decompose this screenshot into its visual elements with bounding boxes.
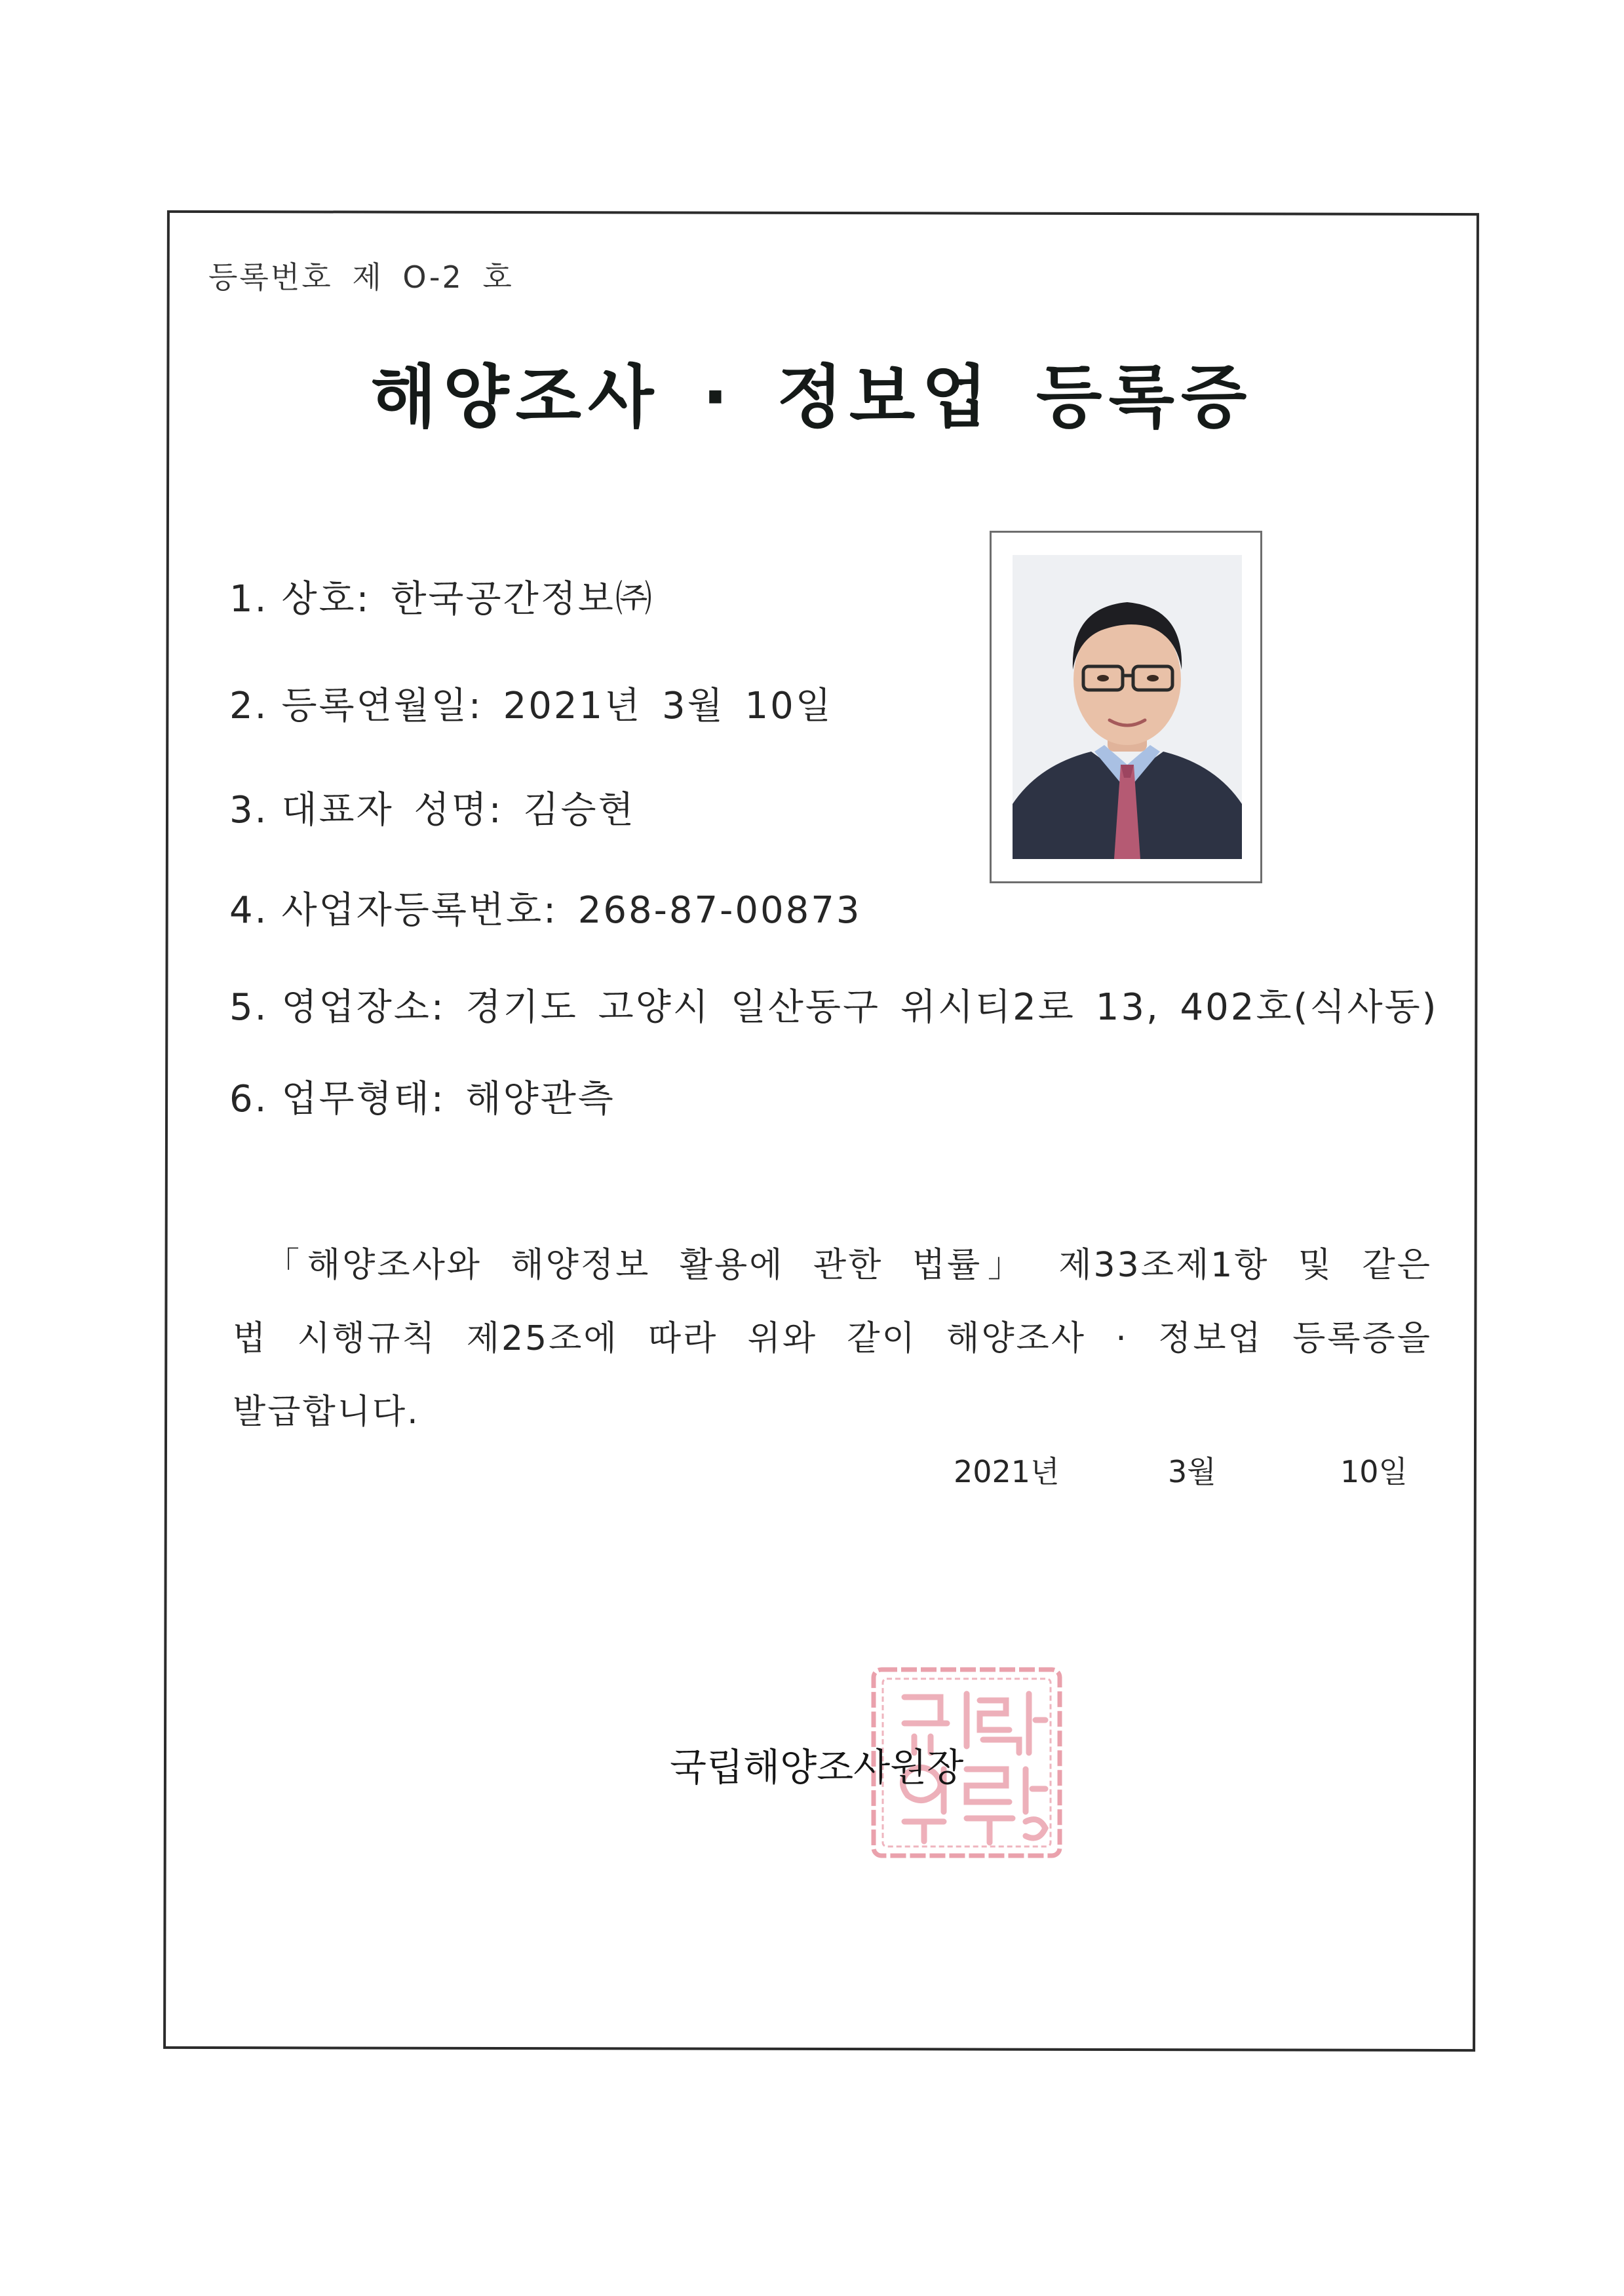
issue-month: 3월 <box>1168 1454 1216 1489</box>
field-value: 경기도 고양시 일산동구 위시티2로 13, 402호(식사동) <box>465 986 1439 1029</box>
field-representative <box>229 781 636 833</box>
field-label: 영업장소: <box>281 986 446 1029</box>
field-value: 한국공간정보㈜ <box>391 578 654 621</box>
field-label: 업무형태: <box>281 1078 446 1120</box>
field-business-number <box>229 881 862 934</box>
field-label: 대표자 성명: <box>281 789 503 832</box>
issue-day: 10일 <box>1340 1454 1408 1489</box>
field-number: 1. <box>229 578 269 621</box>
field-label: 등록연월일: <box>281 685 483 727</box>
issuer-name: 국립해양조사원장 <box>670 1745 964 1789</box>
field-label: 사업자등록번호: <box>281 889 558 932</box>
field-number: 2. <box>229 685 269 727</box>
photo-frame <box>990 531 1262 883</box>
field-number: 5. <box>229 986 269 1029</box>
field-label: 상호: <box>281 578 371 621</box>
field-registration-date <box>229 677 833 729</box>
field-number: 4. <box>229 889 269 932</box>
field-company-name <box>229 570 654 622</box>
certificate-statement: 「해양조사와 해양정보 활용에 관한 법률」 제33조제1항 및 같은 법 시행규칙 제25조에 따라 위와 같이 해양조사 · 정보업 등록증을 발급합니다. <box>233 1246 1432 1432</box>
registration-number: 등록번호 제 O-2 호 <box>208 259 514 295</box>
field-number: 6. <box>229 1078 269 1120</box>
field-number: 3. <box>229 789 269 832</box>
field-value: 268-87-00873 <box>577 889 862 932</box>
field-business-type <box>229 1070 615 1122</box>
portrait-silhouette-icon <box>1013 555 1242 859</box>
field-business-address <box>229 978 1439 1031</box>
field-value: 2021년 3월 10일 <box>503 685 833 727</box>
issue-year: 2021년 <box>954 1454 1060 1489</box>
field-value: 해양관측 <box>465 1078 615 1120</box>
field-value: 김승현 <box>523 789 636 832</box>
certificate-title: 해양조사 · 정보업 등록증 <box>370 357 1254 437</box>
portrait-photo <box>1013 555 1242 859</box>
